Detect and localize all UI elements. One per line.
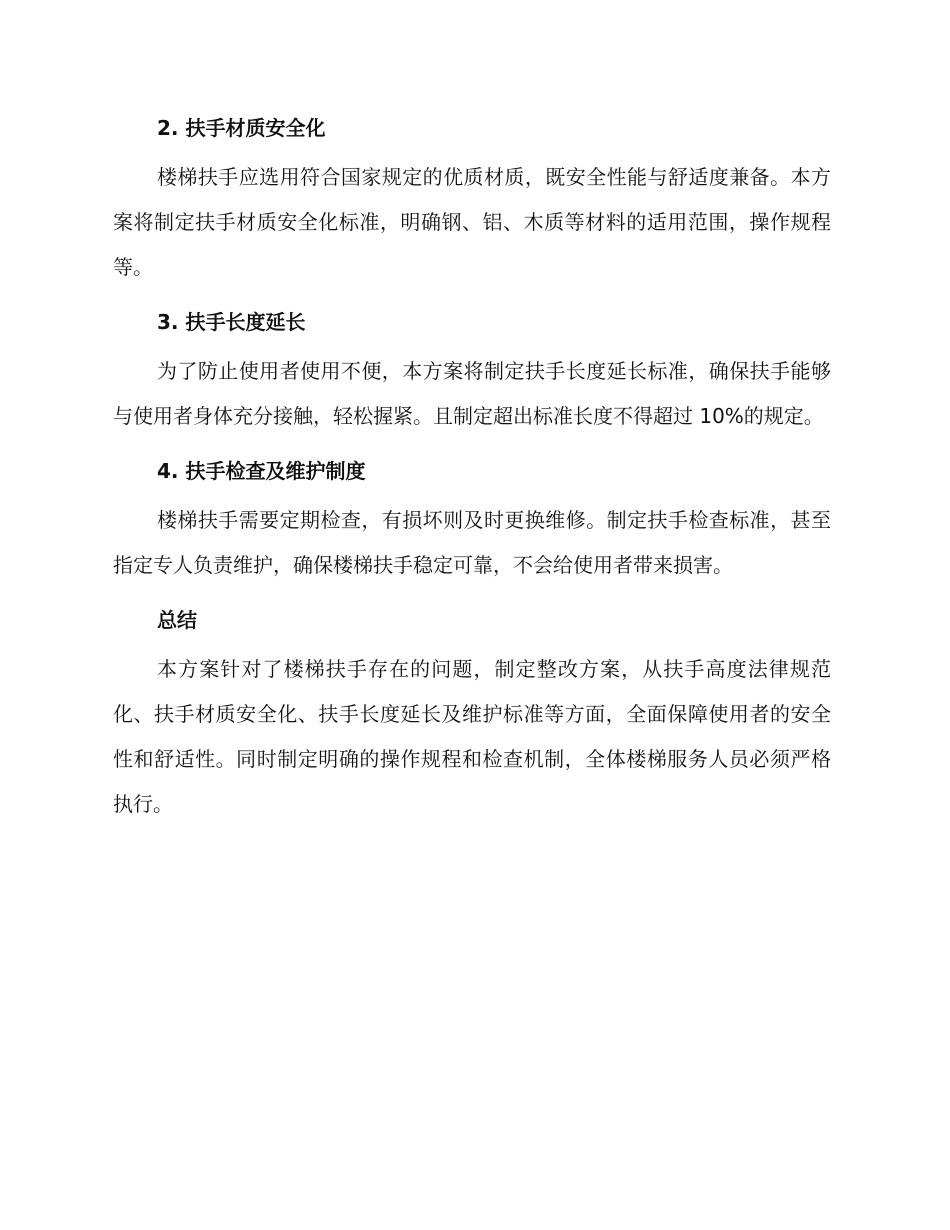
section-heading-material: 2. 扶手材质安全化 — [157, 116, 326, 140]
section-body-length: 为了防止使用者使用不便，本方案将制定扶手长度延长标准，确保扶手能够与使用者身体充分接触，轻松握紧。且制定超出标准长度不得超过 10%的规定。 — [113, 359, 831, 428]
section-heading-maintenance: 4. 扶手检查及维护制度 — [157, 459, 366, 483]
section-body-summary: 本方案针对了楼梯扶手存在的问题，制定整改方案，从扶手高度法律规范化、扶手材质安全化、扶手长度延长及维护标准等方面，全面保障使用者的安全性和舒适性。同时制定明确的操作规程和检查机制，全体楼梯服务人员必须严格执行。 — [113, 657, 831, 816]
document-content — [113, 108, 831, 827]
section-heading-length: 3. 扶手长度延长 — [157, 310, 306, 334]
section-body-maintenance: 楼梯扶手需要定期检查，有损坏则及时更换维修。制定扶手检查标准，甚至指定专人负责维护，确保楼梯扶手稳定可靠，不会给使用者带来损害。 — [113, 508, 831, 577]
section-heading-summary: 总结 — [157, 608, 197, 632]
section-body-material: 楼梯扶手应选用符合国家规定的优质材质，既安全性能与舒适度兼备。本方案将制定扶手材质安全化标准，明确钢、铝、木质等材料的适用范围，操作规程等。 — [113, 165, 831, 279]
